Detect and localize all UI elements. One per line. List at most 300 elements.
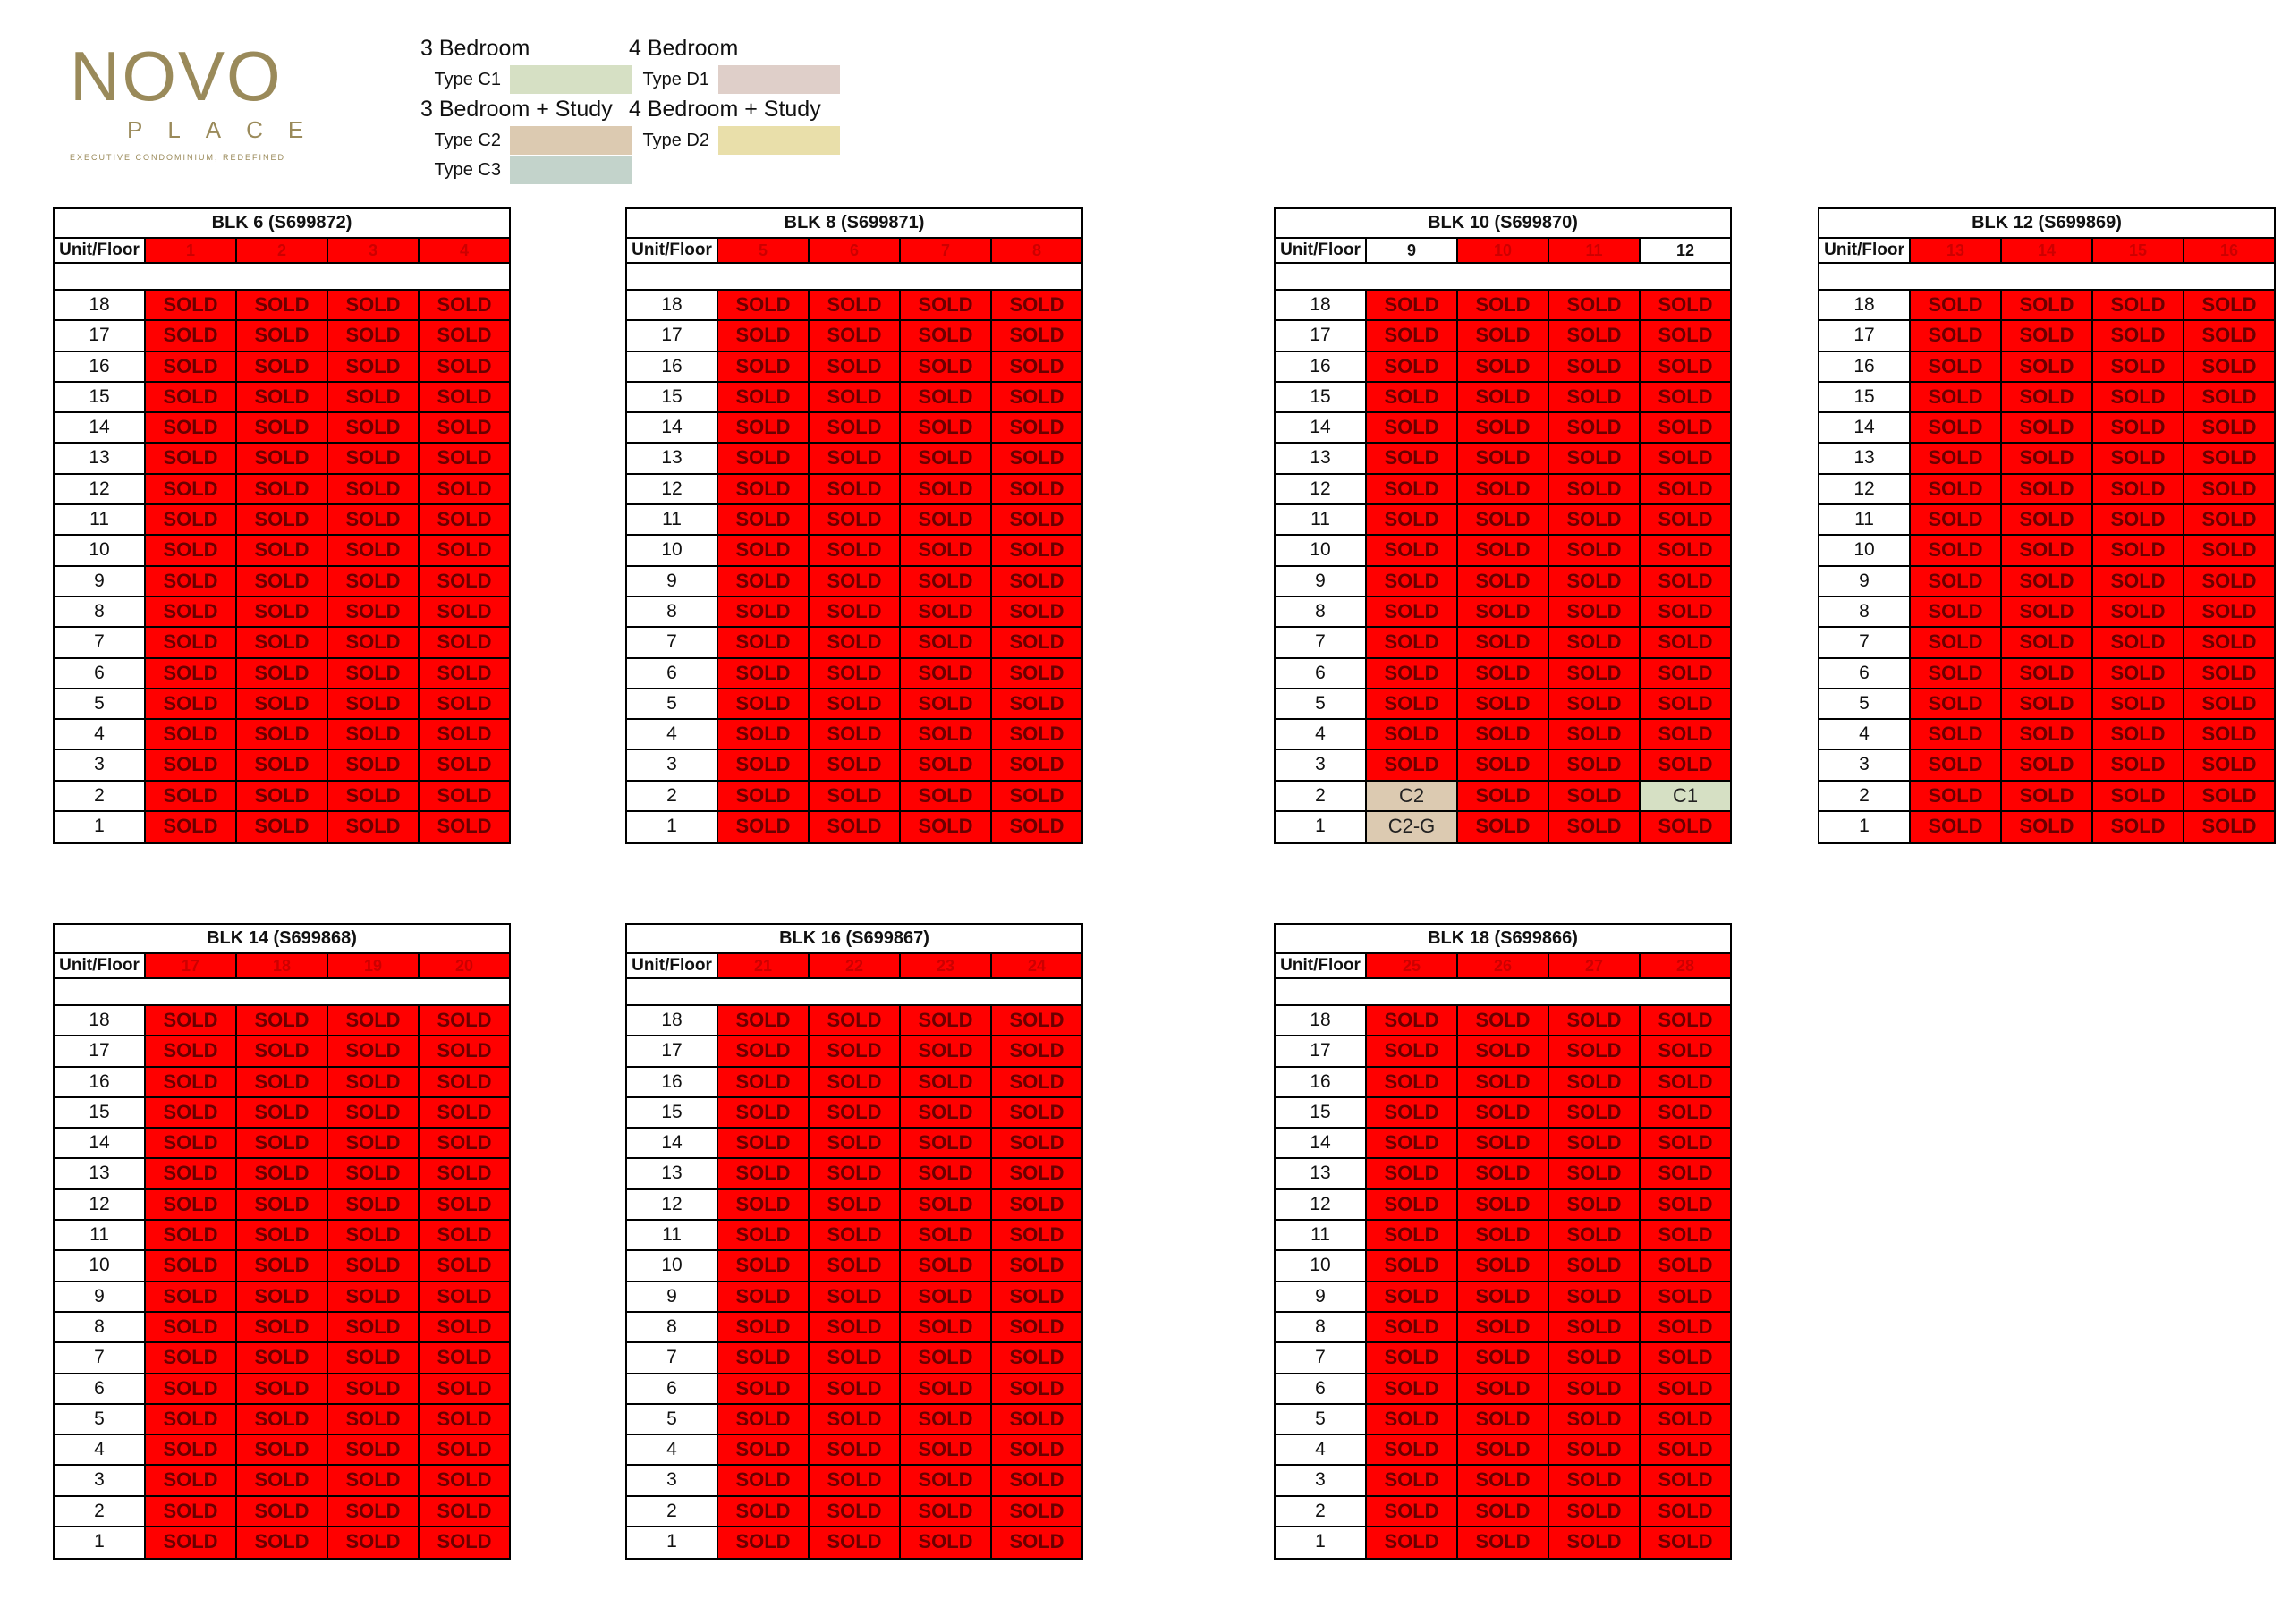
- sold-unit-cell: SOLD: [1549, 1036, 1641, 1065]
- floor-row: [627, 1282, 1081, 1313]
- legend-swatch: [510, 156, 632, 184]
- floor-number: 6: [55, 1374, 146, 1403]
- sold-unit-cell: SOLD: [1458, 444, 1549, 472]
- floor-row: [55, 1527, 509, 1558]
- sold-unit-cell: SOLD: [2002, 750, 2093, 779]
- sold-unit-cell: SOLD: [420, 475, 509, 503]
- sold-unit-cell: SOLD: [328, 1527, 420, 1558]
- sold-unit-cell: SOLD: [718, 1129, 810, 1157]
- sold-unit-cell: SOLD: [1641, 413, 1730, 442]
- block-table: [1818, 207, 2276, 844]
- floor-number: 2: [1276, 782, 1367, 810]
- sold-unit-cell: SOLD: [328, 1282, 420, 1311]
- sold-unit-cell: SOLD: [810, 1068, 901, 1096]
- sold-unit-cell: SOLD: [810, 1251, 901, 1280]
- sold-unit-cell: SOLD: [992, 628, 1081, 656]
- floor-row: [1819, 321, 2274, 351]
- sold-unit-cell: SOLD: [901, 1251, 992, 1280]
- floor-number: 3: [55, 1466, 146, 1494]
- floor-number: 7: [1276, 628, 1367, 656]
- sold-unit-cell: SOLD: [146, 750, 237, 779]
- sold-unit-cell: SOLD: [420, 383, 509, 411]
- unit-header-row: [1276, 954, 1730, 979]
- sold-unit-cell: SOLD: [1458, 659, 1549, 688]
- floor-row: [55, 628, 509, 658]
- floor-row: [627, 1221, 1081, 1251]
- sold-unit-cell: SOLD: [810, 475, 901, 503]
- sold-unit-cell: SOLD: [992, 383, 1081, 411]
- sold-unit-cell: SOLD: [420, 1313, 509, 1341]
- sold-unit-cell: SOLD: [146, 782, 237, 810]
- floor-row: [1276, 1313, 1730, 1343]
- unit-number: 11: [1549, 239, 1641, 262]
- sold-unit-cell: SOLD: [2002, 659, 2093, 688]
- sold-unit-cell: SOLD: [1641, 812, 1730, 842]
- sold-unit-cell: SOLD: [420, 1190, 509, 1219]
- sold-unit-cell: SOLD: [420, 1497, 509, 1526]
- floor-number: 11: [55, 1221, 146, 1249]
- sold-unit-cell: SOLD: [1549, 505, 1641, 534]
- floor-number: 8: [1819, 597, 1911, 626]
- sold-unit-cell: SOLD: [1641, 1190, 1730, 1219]
- legend-label: Type C3: [434, 159, 501, 180]
- sold-unit-cell: SOLD: [237, 1527, 328, 1558]
- floor-number: 3: [627, 750, 718, 779]
- unit-number: 25: [1367, 954, 1458, 977]
- sold-unit-cell: SOLD: [1911, 475, 2002, 503]
- floor-row: [1819, 720, 2274, 750]
- sold-unit-cell: SOLD: [992, 1343, 1081, 1372]
- floor-row: [1276, 1159, 1730, 1189]
- floor-row: [1819, 444, 2274, 474]
- sold-unit-cell: SOLD: [1367, 291, 1458, 319]
- floor-row: [627, 291, 1081, 321]
- sold-unit-cell: SOLD: [420, 1129, 509, 1157]
- floor-number: 4: [1276, 720, 1367, 749]
- sold-unit-cell: SOLD: [1458, 597, 1549, 626]
- sold-unit-cell: SOLD: [718, 1036, 810, 1065]
- sold-unit-cell: SOLD: [420, 1466, 509, 1494]
- sold-unit-cell: SOLD: [146, 321, 237, 350]
- floor-row: [1276, 1251, 1730, 1281]
- available-unit-cell[interactable]: C2: [1367, 782, 1458, 810]
- floor-number: 3: [55, 750, 146, 779]
- sold-unit-cell: SOLD: [810, 689, 901, 718]
- sold-unit-cell: SOLD: [328, 352, 420, 381]
- floor-row: [1276, 1282, 1730, 1313]
- sold-unit-cell: SOLD: [237, 1129, 328, 1157]
- sold-unit-cell: SOLD: [2002, 597, 2093, 626]
- floor-row: [627, 1006, 1081, 1036]
- legend-label: Type C1: [434, 69, 501, 89]
- sold-unit-cell: SOLD: [901, 291, 992, 319]
- floor-number: 3: [1819, 750, 1911, 779]
- sold-unit-cell: SOLD: [718, 750, 810, 779]
- sold-unit-cell: SOLD: [1458, 475, 1549, 503]
- sold-unit-cell: SOLD: [1549, 536, 1641, 564]
- sold-unit-cell: SOLD: [1911, 413, 2002, 442]
- floor-row: [627, 567, 1081, 597]
- sold-unit-cell: SOLD: [901, 1497, 992, 1526]
- sold-unit-cell: SOLD: [146, 597, 237, 626]
- sold-unit-cell: SOLD: [810, 1343, 901, 1372]
- legend-item-d1: [629, 64, 840, 95]
- sold-unit-cell: SOLD: [1641, 1343, 1730, 1372]
- floor-row: [627, 1497, 1081, 1527]
- floor-number: 7: [627, 1343, 718, 1372]
- sold-unit-cell: SOLD: [237, 1098, 328, 1127]
- floor-number: 6: [627, 659, 718, 688]
- sold-unit-cell: SOLD: [237, 291, 328, 319]
- sold-unit-cell: SOLD: [328, 1435, 420, 1464]
- sold-unit-cell: SOLD: [237, 782, 328, 810]
- sold-unit-cell: SOLD: [328, 1129, 420, 1157]
- sold-unit-cell: SOLD: [810, 444, 901, 472]
- sold-unit-cell: SOLD: [1641, 1159, 1730, 1188]
- sold-unit-cell: SOLD: [1911, 444, 2002, 472]
- sold-unit-cell: SOLD: [901, 1466, 992, 1494]
- sold-unit-cell: SOLD: [2184, 321, 2274, 350]
- floor-row: [55, 782, 509, 812]
- floor-number: 7: [1819, 628, 1911, 656]
- floor-number: 4: [1276, 1435, 1367, 1464]
- floor-row: [55, 352, 509, 383]
- sold-unit-cell: SOLD: [718, 1343, 810, 1372]
- sold-unit-cell: SOLD: [810, 383, 901, 411]
- floor-row: [1276, 1466, 1730, 1496]
- floor-row: [55, 383, 509, 413]
- sold-unit-cell: SOLD: [328, 1221, 420, 1249]
- sold-unit-cell: SOLD: [992, 1129, 1081, 1157]
- sold-unit-cell: SOLD: [146, 536, 237, 564]
- sold-unit-cell: SOLD: [1367, 1405, 1458, 1434]
- sold-unit-cell: SOLD: [1367, 1374, 1458, 1403]
- floor-row: [1819, 750, 2274, 781]
- sold-unit-cell: SOLD: [992, 567, 1081, 596]
- floor-number: 8: [1276, 1313, 1367, 1341]
- novo-place-logo: [70, 37, 329, 162]
- floor-row: [1276, 1190, 1730, 1221]
- floor-row: [1276, 628, 1730, 658]
- sold-unit-cell: SOLD: [1549, 1527, 1641, 1558]
- floor-row: [1276, 444, 1730, 474]
- floor-row: [1819, 413, 2274, 444]
- floor-number: 1: [55, 812, 146, 842]
- sold-unit-cell: SOLD: [1911, 567, 2002, 596]
- sold-unit-cell: SOLD: [1458, 812, 1549, 842]
- sold-unit-cell: SOLD: [1549, 1098, 1641, 1127]
- sold-unit-cell: SOLD: [810, 413, 901, 442]
- floor-row: [55, 536, 509, 566]
- sold-unit-cell: SOLD: [2184, 475, 2274, 503]
- floor-row: [1819, 505, 2274, 536]
- sold-unit-cell: SOLD: [2184, 567, 2274, 596]
- floor-number: 13: [55, 1159, 146, 1188]
- sold-unit-cell: SOLD: [810, 1159, 901, 1188]
- sold-unit-cell: SOLD: [1367, 1282, 1458, 1311]
- sold-unit-cell: SOLD: [2002, 413, 2093, 442]
- sold-unit-cell: SOLD: [1458, 1190, 1549, 1219]
- floor-row: [1276, 383, 1730, 413]
- floor-number: 9: [55, 1282, 146, 1311]
- sold-unit-cell: SOLD: [1549, 1313, 1641, 1341]
- sold-unit-cell: SOLD: [1641, 291, 1730, 319]
- sold-unit-cell: SOLD: [718, 1374, 810, 1403]
- sold-unit-cell: SOLD: [146, 659, 237, 688]
- sold-unit-cell: SOLD: [1458, 689, 1549, 718]
- sold-unit-cell: SOLD: [901, 659, 992, 688]
- sold-unit-cell: SOLD: [146, 413, 237, 442]
- sold-unit-cell: SOLD: [810, 536, 901, 564]
- sold-unit-cell: SOLD: [2002, 628, 2093, 656]
- sold-unit-cell: SOLD: [328, 1068, 420, 1096]
- sold-unit-cell: SOLD: [1549, 475, 1641, 503]
- floor-row: [1276, 1068, 1730, 1098]
- floor-row: [1276, 659, 1730, 689]
- sold-unit-cell: SOLD: [1641, 689, 1730, 718]
- floor-number: 15: [55, 1098, 146, 1127]
- sold-unit-cell: SOLD: [718, 1251, 810, 1280]
- floor-row: [1276, 413, 1730, 444]
- sold-unit-cell: SOLD: [328, 444, 420, 472]
- sold-unit-cell: SOLD: [1549, 1374, 1641, 1403]
- sold-unit-cell: SOLD: [237, 1374, 328, 1403]
- floor-row: [627, 750, 1081, 781]
- floor-row: [1276, 1129, 1730, 1159]
- legend-title-3-bedroom: 3 Bedroom: [420, 36, 530, 61]
- sold-unit-cell: SOLD: [420, 1098, 509, 1127]
- sold-unit-cell: SOLD: [1641, 1221, 1730, 1249]
- available-unit-cell[interactable]: C2-G: [1367, 812, 1458, 842]
- sold-unit-cell: SOLD: [718, 383, 810, 411]
- sold-unit-cell: SOLD: [810, 659, 901, 688]
- spacer-row: [1819, 264, 2274, 291]
- sold-unit-cell: SOLD: [2093, 321, 2184, 350]
- sold-unit-cell: SOLD: [1641, 1129, 1730, 1157]
- sold-unit-cell: SOLD: [992, 1466, 1081, 1494]
- sold-unit-cell: SOLD: [1549, 720, 1641, 749]
- sold-unit-cell: SOLD: [901, 413, 992, 442]
- floor-row: [627, 1159, 1081, 1189]
- sold-unit-cell: SOLD: [718, 782, 810, 810]
- sold-unit-cell: SOLD: [146, 812, 237, 842]
- unit-header-row: [627, 239, 1081, 264]
- sold-unit-cell: SOLD: [1367, 444, 1458, 472]
- floor-row: [1819, 291, 2274, 321]
- legend-swatch: [510, 65, 632, 94]
- sold-unit-cell: SOLD: [718, 475, 810, 503]
- sold-unit-cell: SOLD: [1549, 352, 1641, 381]
- sold-unit-cell: SOLD: [1458, 1343, 1549, 1372]
- floor-row: [55, 505, 509, 536]
- sold-unit-cell: SOLD: [1641, 321, 1730, 350]
- sold-unit-cell: SOLD: [237, 1313, 328, 1341]
- sold-unit-cell: SOLD: [1367, 597, 1458, 626]
- floor-number: 6: [627, 1374, 718, 1403]
- floor-number: 3: [627, 1466, 718, 1494]
- sold-unit-cell: SOLD: [146, 1068, 237, 1096]
- sold-unit-cell: SOLD: [237, 444, 328, 472]
- floor-row: [627, 1036, 1081, 1067]
- legend-swatch: [718, 126, 840, 155]
- sold-unit-cell: SOLD: [420, 352, 509, 381]
- sold-unit-cell: SOLD: [810, 352, 901, 381]
- sold-unit-cell: SOLD: [992, 1098, 1081, 1127]
- floor-row: [55, 812, 509, 842]
- floor-row: [55, 750, 509, 781]
- floor-row: [1276, 1343, 1730, 1374]
- sold-unit-cell: SOLD: [992, 1221, 1081, 1249]
- sold-unit-cell: SOLD: [1641, 1006, 1730, 1035]
- sold-unit-cell: SOLD: [1641, 352, 1730, 381]
- floor-row: [55, 1374, 509, 1405]
- sold-unit-cell: SOLD: [146, 1405, 237, 1434]
- sold-unit-cell: SOLD: [718, 1405, 810, 1434]
- floor-number: 16: [55, 352, 146, 381]
- floor-number: 14: [627, 1129, 718, 1157]
- sold-unit-cell: SOLD: [1367, 1343, 1458, 1372]
- floor-number: 12: [1819, 475, 1911, 503]
- sold-unit-cell: SOLD: [2093, 689, 2184, 718]
- floor-row: [627, 659, 1081, 689]
- floor-number: 5: [1276, 1405, 1367, 1434]
- unit-number: 20: [420, 954, 509, 977]
- floor-row: [55, 1006, 509, 1036]
- sold-unit-cell: SOLD: [1641, 1068, 1730, 1096]
- sold-unit-cell: SOLD: [146, 1527, 237, 1558]
- sold-unit-cell: SOLD: [1367, 1251, 1458, 1280]
- floor-number: 10: [1276, 536, 1367, 564]
- floor-number: 2: [55, 782, 146, 810]
- floor-number: 10: [627, 1251, 718, 1280]
- floor-number: 7: [1276, 1343, 1367, 1372]
- floor-number: 6: [1819, 659, 1911, 688]
- floor-row: [1276, 1036, 1730, 1067]
- sold-unit-cell: SOLD: [1367, 1527, 1458, 1558]
- floor-row: [1276, 782, 1730, 812]
- sold-unit-cell: SOLD: [1911, 720, 2002, 749]
- sold-unit-cell: SOLD: [1367, 321, 1458, 350]
- floor-number: 5: [1819, 689, 1911, 718]
- sold-unit-cell: SOLD: [901, 1405, 992, 1434]
- sold-unit-cell: SOLD: [1641, 628, 1730, 656]
- floor-number: 15: [55, 383, 146, 411]
- sold-unit-cell: SOLD: [1458, 1036, 1549, 1065]
- sold-unit-cell: SOLD: [718, 1159, 810, 1188]
- sold-unit-cell: SOLD: [1641, 1405, 1730, 1434]
- sold-unit-cell: SOLD: [2184, 750, 2274, 779]
- sold-unit-cell: SOLD: [328, 628, 420, 656]
- sold-unit-cell: SOLD: [1458, 1313, 1549, 1341]
- sold-unit-cell: SOLD: [1911, 689, 2002, 718]
- sold-unit-cell: SOLD: [2093, 536, 2184, 564]
- sold-unit-cell: SOLD: [1458, 352, 1549, 381]
- sold-unit-cell: SOLD: [1549, 383, 1641, 411]
- sold-unit-cell: SOLD: [1911, 505, 2002, 534]
- floor-number: 2: [1276, 1497, 1367, 1526]
- block-table: [625, 923, 1083, 1560]
- sold-unit-cell: SOLD: [2002, 782, 2093, 810]
- sold-unit-cell: SOLD: [146, 1221, 237, 1249]
- sold-unit-cell: SOLD: [2093, 291, 2184, 319]
- sold-unit-cell: SOLD: [718, 1190, 810, 1219]
- sold-unit-cell: SOLD: [718, 413, 810, 442]
- sold-unit-cell: SOLD: [1549, 597, 1641, 626]
- sold-unit-cell: SOLD: [901, 352, 992, 381]
- unit-number: 28: [1641, 954, 1730, 977]
- floor-number: 18: [627, 1006, 718, 1035]
- sold-unit-cell: SOLD: [901, 597, 992, 626]
- floor-row: [1819, 689, 2274, 720]
- sold-unit-cell: SOLD: [237, 1466, 328, 1494]
- sold-unit-cell: SOLD: [718, 1282, 810, 1311]
- sold-unit-cell: SOLD: [901, 1435, 992, 1464]
- floor-row: [627, 475, 1081, 505]
- sold-unit-cell: SOLD: [1367, 1129, 1458, 1157]
- floor-number: 5: [627, 689, 718, 718]
- sold-unit-cell: SOLD: [146, 1374, 237, 1403]
- floor-number: 9: [1276, 567, 1367, 596]
- floor-number: 11: [627, 1221, 718, 1249]
- sold-unit-cell: SOLD: [992, 1374, 1081, 1403]
- sold-unit-cell: SOLD: [420, 1374, 509, 1403]
- floor-row: [627, 1405, 1081, 1435]
- sold-unit-cell: SOLD: [810, 1129, 901, 1157]
- floor-row: [627, 720, 1081, 750]
- sold-unit-cell: SOLD: [420, 1405, 509, 1434]
- sold-unit-cell: SOLD: [1367, 505, 1458, 534]
- floor-number: 17: [55, 1036, 146, 1065]
- legend-title-4-bedroom: 4 Bedroom: [629, 36, 739, 61]
- floor-number: 4: [55, 720, 146, 749]
- sold-unit-cell: SOLD: [992, 444, 1081, 472]
- sold-unit-cell: SOLD: [718, 321, 810, 350]
- sold-unit-cell: SOLD: [146, 505, 237, 534]
- unit-floor-label: Unit/Floor: [55, 954, 146, 977]
- sold-unit-cell: SOLD: [328, 812, 420, 842]
- sold-unit-cell: SOLD: [718, 444, 810, 472]
- floor-number: 18: [55, 1006, 146, 1035]
- sold-unit-cell: SOLD: [328, 1251, 420, 1280]
- floor-row: [1276, 475, 1730, 505]
- sold-unit-cell: SOLD: [328, 750, 420, 779]
- floor-number: 2: [627, 782, 718, 810]
- floor-row: [1276, 1098, 1730, 1129]
- floor-number: 7: [55, 628, 146, 656]
- sold-unit-cell: SOLD: [2184, 505, 2274, 534]
- unit-number: 6: [810, 239, 901, 262]
- sold-unit-cell: SOLD: [237, 1497, 328, 1526]
- floor-row: [627, 413, 1081, 444]
- floor-row: [627, 1251, 1081, 1281]
- floor-row: [55, 1159, 509, 1189]
- sold-unit-cell: SOLD: [992, 720, 1081, 749]
- floor-row: [1276, 291, 1730, 321]
- available-unit-cell[interactable]: C1: [1641, 782, 1730, 810]
- sold-unit-cell: SOLD: [992, 1527, 1081, 1558]
- sold-unit-cell: SOLD: [2184, 812, 2274, 842]
- sold-unit-cell: SOLD: [146, 475, 237, 503]
- floor-row: [55, 444, 509, 474]
- floor-row: [627, 1068, 1081, 1098]
- sold-unit-cell: SOLD: [2002, 689, 2093, 718]
- floor-number: 7: [627, 628, 718, 656]
- legend-item-d2: [629, 125, 840, 156]
- sold-unit-cell: SOLD: [328, 597, 420, 626]
- floor-number: 6: [1276, 1374, 1367, 1403]
- floor-number: 9: [627, 1282, 718, 1311]
- sold-unit-cell: SOLD: [1549, 321, 1641, 350]
